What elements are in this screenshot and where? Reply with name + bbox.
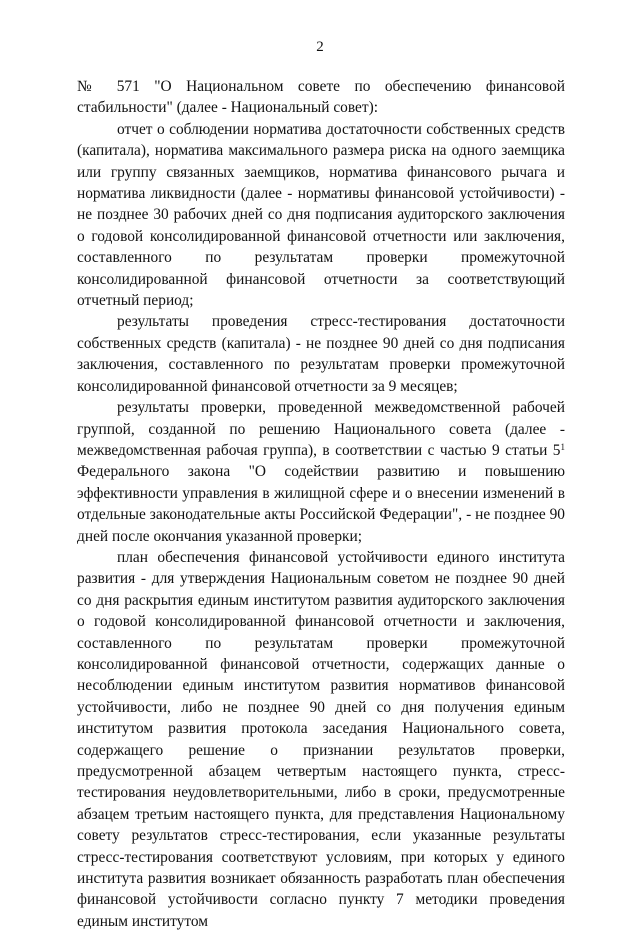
paragraph-working-group-results — [77, 397, 565, 547]
paragraph-stability-plan: план обеспечения финансовой устойчивости единого института развития - для утверждения Национальным советом не позднее 90 дней со дня раскрытия единым институтом развития аудиторского заключения о годовой консолидированной финансовой отчетности и заключения, составленного по результатам проверки промежуточной консолидированной финансовой отчетности, содержащих данные о несоблюдении единым институтом развития нормативов финансовой устойчивости, либо не позднее 90 дней со дня получения единым институтом развития протокола заседания Национального совета, содержащего решение о признании результатов проверки, предусмотренной абзацем четвертым настоящего пункта, стресс-тестирования неудовлетворительными, либо в сроки, предусмотренные абзацем третьим настоящего пункта, для представления Национальному совету результатов стресс-тестирования, если указанные результаты стресс-тестирования соответствуют условиям, при которых у единого института развития возникает обязанность разработать план обеспечения финансовой устойчивости согласно пункту 7 методики проведения единым институтом — [77, 548, 565, 930]
paragraph-stress-test-results: результаты проведения стресс-тестирования достаточности собственных средств (капитала) - не позднее 90 дней со дня подписания заключения, составленного по результатам проверки промежуточной консолидированной финансовой отчетности за 9 месяцев; — [77, 313, 565, 395]
page-number: 2 — [316, 39, 324, 55]
paragraph-text: результаты проверки, проведенной межведомственной рабочей группой, созданной по решению Национального совета (далее - межведомственная рабочая группа), в соответствии с частью 9 статьи 5 — [77, 399, 565, 459]
document-body — [77, 76, 565, 932]
paragraph-continuation: № 571 "О Национальном совете по обеспечению финансовой стабильности" (далее - Национальный совет): — [77, 78, 565, 117]
paragraph-capital-adequacy-report: отчет о соблюдении норматива достаточности собственных средств (капитала), норматива максимального размера риска на одного заемщика или группу связанных заемщиков, норматива финансового рычага и норматива ликвидности (далее - нормативы финансовой устойчивости) - не позднее 30 рабочих дней со дня подписания аудиторского заключения о годовой консолидированной финансовой отчетности или заключения, составленного по результатам проверки промежуточной консолидированной финансовой отчетности за соответствующий отчетный период; — [77, 120, 565, 310]
paragraph-text: Федерального закона "О содействии развитию и повышению эффективности управления в жилищной сфере и о внесении изменений в отдельные законодательные акты Российской Федерации", - не позднее 90 дней после окончания указанной проверки; — [77, 463, 565, 545]
superscript-marker: 1 — [560, 441, 565, 452]
